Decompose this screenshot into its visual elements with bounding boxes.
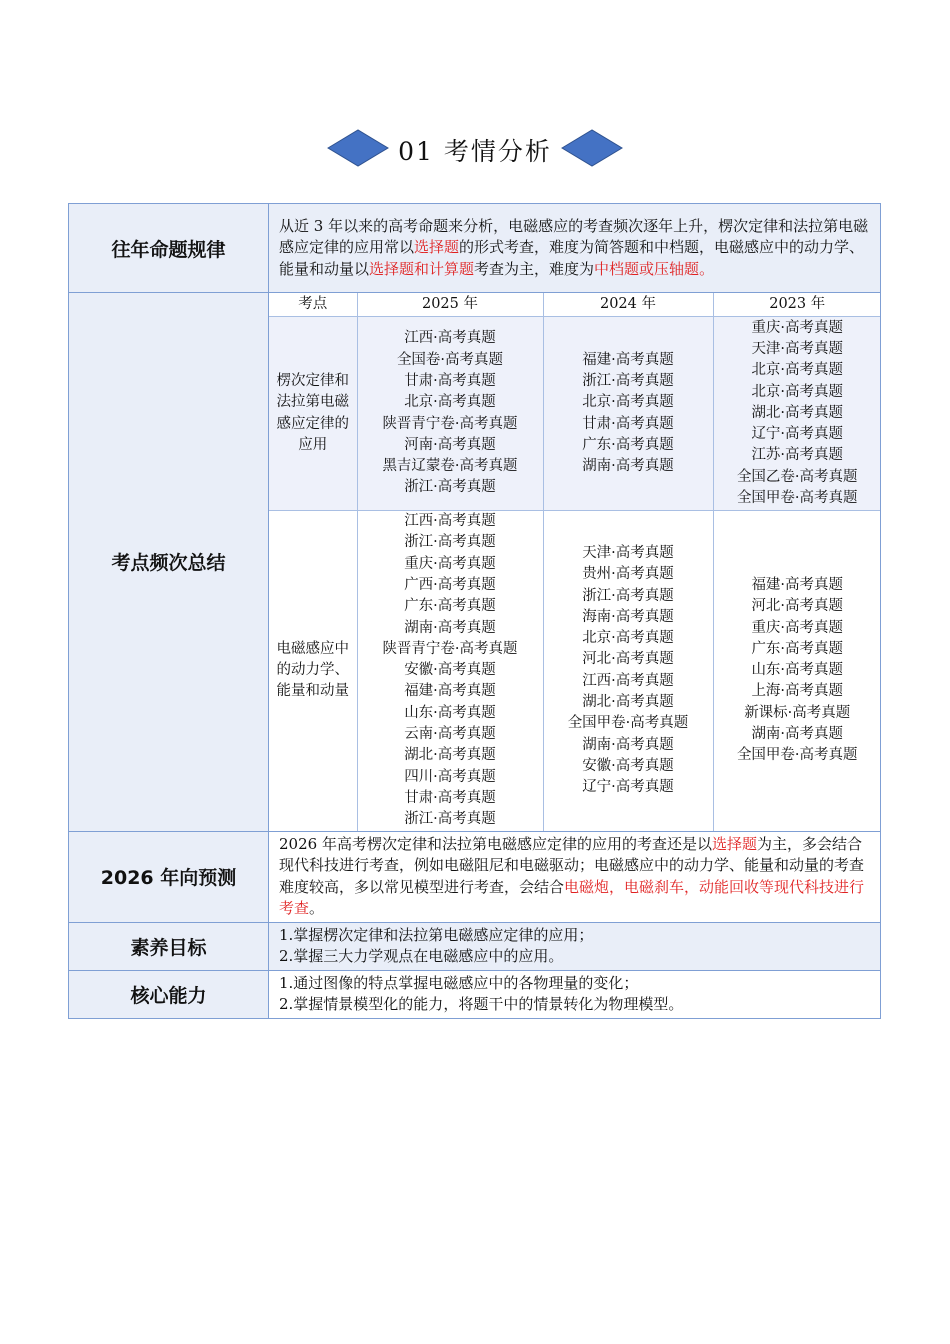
text-span: 。: [309, 899, 325, 917]
exam-source-item: 陕晋青宁卷·高考真题: [382, 415, 518, 432]
exam-source-item: 安徽·高考真题: [404, 662, 496, 679]
exam-source-item: 重庆·高考真题: [404, 555, 496, 572]
topic1-2024-list: [543, 317, 713, 511]
topic-name: 电磁感应中的动力学、能量和动量: [269, 511, 357, 831]
exam-source-item: 江西·高考真题: [582, 672, 674, 689]
topic2-2024-list: [543, 511, 713, 831]
exam-source-item: 天津·高考真题: [751, 340, 844, 357]
exam-source-item: 山东·高考真题: [751, 662, 844, 679]
exam-source-item: 海南·高考真题: [582, 608, 674, 625]
exam-source-item: 湖南·高考真题: [582, 736, 674, 753]
diamond-right-icon: [560, 128, 624, 168]
exam-source-item: 黑吉辽蒙卷·高考真题: [382, 458, 518, 475]
exam-source-item: 重庆·高考真题: [751, 619, 844, 636]
topic1-2025-list: [357, 317, 543, 511]
literacy-line: 2.掌握三大力学观点在电磁感应中的应用。: [279, 947, 564, 965]
header-2023: 2023 年: [713, 293, 881, 317]
forecast-text: [269, 831, 881, 922]
exam-source-item: 辽宁·高考真题: [582, 779, 674, 796]
row-label-forecast: 2026 年向预测: [69, 831, 269, 922]
topic2-2023-list: [713, 511, 881, 831]
highlight-text: 选择题: [414, 238, 460, 257]
row-ability: [69, 970, 881, 1018]
exam-source-item: 甘肃·高考真题: [404, 372, 496, 389]
exam-source-item: 浙江·高考真题: [404, 811, 496, 828]
row-label-pattern: 往年命题规律: [69, 204, 269, 293]
exam-source-item: 湖南·高考真题: [404, 619, 496, 636]
topic-row-2: [269, 511, 881, 831]
literacy-text: [269, 922, 881, 970]
exam-source-item: 浙江·高考真题: [404, 479, 496, 496]
text-span: 为主，多会结合现代科技进行考查，例如电磁阻尼和电磁驱动；电磁感应中的动力学、能量和动量的考查难度较高，多以常见模型进行考查，会结合: [279, 834, 865, 896]
exam-source-item: 江西·高考真题: [404, 330, 496, 347]
exam-source-item: 山东·高考真题: [404, 704, 496, 721]
exam-source-item: 北京·高考真题: [582, 630, 674, 647]
exam-source-item: 湖南·高考真题: [751, 725, 844, 742]
exam-source-item: 陕晋青宁卷·高考真题: [382, 640, 518, 657]
text-span: 从近 3 年以来的高考命题来分析，电磁感应的考查频次逐年上升，楞次定律和法拉第电磁感应定律的应用常以: [279, 216, 869, 257]
pattern-text: [269, 204, 881, 293]
header-2025: 2025 年: [357, 293, 543, 317]
ability-line: 2.掌握情景模型化的能力，将题干中的情景转化为物理模型。: [279, 995, 684, 1013]
exam-source-item: 甘肃·高考真题: [404, 789, 496, 806]
exam-source-item: 贵州·高考真题: [582, 566, 674, 583]
row-forecast: [69, 831, 881, 922]
exam-source-item: 浙江·高考真题: [582, 372, 674, 389]
ability-text: [269, 970, 881, 1018]
exam-source-item: 广东·高考真题: [404, 598, 496, 615]
frequency-header-row: [269, 293, 881, 317]
exam-source-item: 全国乙卷·高考真题: [736, 468, 858, 485]
exam-source-item: 全国甲卷·高考真题: [567, 715, 689, 732]
highlight-text: 选择题和计算题: [369, 259, 475, 278]
exam-source-item: 安徽·高考真题: [582, 757, 674, 774]
topic1-2023-list: [713, 317, 881, 511]
section-header: [0, 128, 950, 172]
exam-source-item: 上海·高考真题: [751, 683, 844, 700]
exam-source-item: 江苏·高考真题: [751, 447, 844, 464]
row-literacy: [69, 922, 881, 970]
page-title: 01 考情分析: [398, 137, 552, 166]
topic-name: 楞次定律和法拉第电磁感应定律的应用: [269, 317, 357, 511]
exam-source-item: 江西·高考真题: [404, 513, 496, 530]
exam-source-item: 福建·高考真题: [404, 683, 496, 700]
exam-source-item: 北京·高考真题: [404, 394, 496, 411]
exam-source-item: 湖北·高考真题: [751, 404, 844, 421]
literacy-line: 1.掌握楞次定律和法拉第电磁感应定律的应用；: [279, 925, 594, 944]
exam-source-item: 河南·高考真题: [404, 436, 496, 453]
exam-source-item: 全国甲卷·高考真题: [736, 747, 858, 764]
text-span: 2026 年高考楞次定律和法拉第电磁感应定律的应用的考查还是以: [279, 834, 712, 853]
row-frequency: [69, 293, 881, 832]
highlight-text: 中档题或压轴题: [594, 259, 700, 278]
exam-source-item: 河北·高考真题: [582, 651, 674, 668]
text-span: 的形式考查，难度为简答题和中档题，电磁感应中的动力学、能量和动量以: [279, 238, 865, 278]
exam-source-item: 天津·高考真题: [582, 544, 674, 561]
exam-source-item: 辽宁·高考真题: [751, 426, 844, 443]
exam-source-item: 重庆·高考真题: [751, 319, 844, 336]
exam-source-item: 新课标·高考真题: [744, 704, 851, 721]
exam-source-item: 福建·高考真题: [582, 351, 674, 368]
header-topic: 考点: [269, 293, 357, 317]
row-label-ability: 核心能力: [69, 970, 269, 1018]
exam-source-item: 云南·高考真题: [404, 725, 496, 742]
analysis-table: [68, 203, 881, 1019]
exam-source-item: 北京·高考真题: [751, 383, 844, 400]
frequency-table: [269, 293, 881, 831]
exam-source-item: 北京·高考真题: [751, 362, 844, 379]
exam-source-item: 河北·高考真题: [751, 598, 844, 615]
exam-source-item: 福建·高考真题: [751, 576, 844, 593]
exam-source-item: 浙江·高考真题: [404, 534, 496, 551]
row-pattern: [69, 204, 881, 293]
topic-row-1: [269, 317, 881, 511]
frequency-cell: [269, 293, 881, 832]
topic2-2025-list: [357, 511, 543, 831]
text-span: 。: [699, 259, 715, 278]
exam-source-item: 北京·高考真题: [582, 394, 674, 411]
row-label-literacy: 素养目标: [69, 922, 269, 970]
exam-source-item: 四川·高考真题: [404, 768, 496, 785]
highlight-text: 选择题: [711, 834, 757, 853]
exam-source-item: 甘肃·高考真题: [582, 415, 674, 432]
exam-source-item: 全国卷·高考真题: [396, 351, 504, 368]
exam-source-item: 全国甲卷·高考真题: [736, 490, 858, 507]
highlight-text: 电磁炮，电磁刹车，动能回收等现代科技进行考查: [279, 877, 865, 917]
exam-source-item: 湖北·高考真题: [404, 747, 496, 764]
ability-line: 1.通过图像的特点掌握电磁感应中的各物理量的变化；: [279, 973, 639, 992]
header-2024: 2024 年: [543, 293, 713, 317]
exam-source-item: 浙江·高考真题: [582, 587, 674, 604]
exam-source-item: 广东·高考真题: [751, 640, 844, 657]
exam-source-item: 湖南·高考真题: [582, 458, 674, 475]
exam-source-item: 湖北·高考真题: [582, 694, 674, 711]
exam-source-item: 广东·高考真题: [582, 436, 674, 453]
text-span: 考查为主，难度为: [474, 259, 595, 278]
exam-source-item: 广西·高考真题: [404, 576, 496, 593]
row-label-frequency: 考点频次总结: [69, 293, 269, 832]
